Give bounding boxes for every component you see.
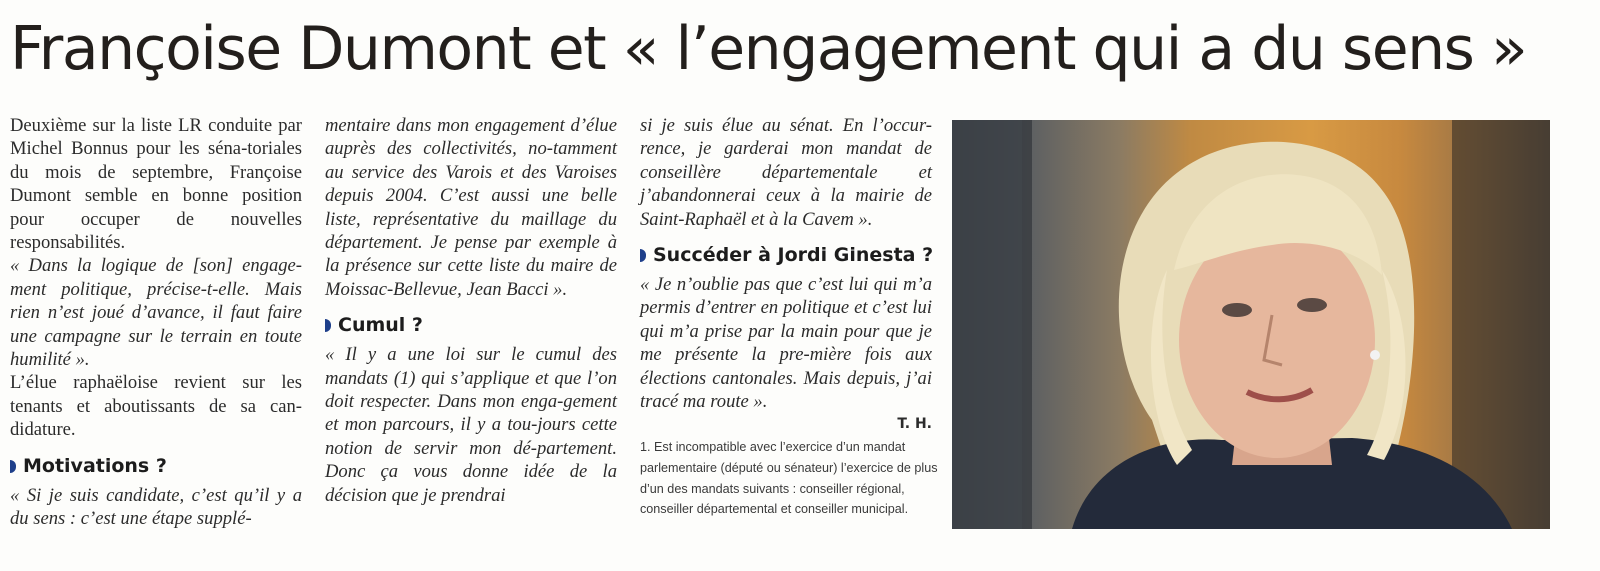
footnote: [640, 437, 938, 519]
article-column-2: [325, 114, 617, 507]
subhead-label: Cumul ?: [338, 314, 423, 337]
quote-paragraph: « Dans la logique de [son] engage-ment politique, précise-t-elle. Mais rien n’est joué d’avance, il faut faire une campagne sur le terrain en toute humilité ».: [10, 255, 302, 371]
subhead-succeder: [640, 243, 932, 267]
quote-paragraph: mentaire dans mon engagement d’élue auprès des collectivités, no-tamment au service des Varois et des Varoises depuis 2004. C’est aussi une belle liste, représentative du maillage du département. Je pense par exemple à la présence sur cette liste du maire de Moissac-Bellevue, Jean Bacci ».: [325, 115, 617, 300]
intro-paragraph: Deuxième sur la liste LR conduite par Michel Bonnus pour les séna-toriales du mois de septembre, Françoise Dumont semble en bonne position pour occuper de nouvelles responsabilités.: [10, 115, 302, 254]
article-column-3: [640, 114, 938, 520]
subhead-marker-icon: [325, 319, 331, 332]
author-signature: T. H.: [897, 416, 932, 433]
footnote-line: 1. Est incompatible avec l’exercice d’un mandat: [640, 440, 906, 455]
quote-paragraph: si je suis élue au sénat. En l’occur-rence, je garderai mon mandat de conseillère départementale et j’abandonnerai ceux à la mairie de Saint-Raphaël et à la Cavem ».: [640, 115, 932, 230]
subhead-marker-icon: [10, 460, 16, 473]
subhead-marker-icon: [640, 249, 646, 262]
body-paragraph: L’élue raphaëloise revient sur les tenants et aboutissants de sa can-didature.: [10, 372, 302, 441]
quote-paragraph: « Je n’oublie pas que c’est lui qui m’a permis d’entrer en politique et c’est lui qui m’a prise par la main pour que je me présente la pre-mière fois aux élections cantonales. Mais depuis, j’ai tracé ma route ».: [640, 274, 932, 413]
footnote-line: conseiller départemental et conseiller municipal.: [640, 502, 909, 517]
quote-paragraph: « Il y a une loi sur le cumul des mandats (1) qui s’applique et que l’on doit respecter. Dans mon enga-gement et mon parcours, il y a tou-jours cette notion de servir mon dé-partement. Donc ça vous donne idée de la décision que je prendrai: [325, 344, 617, 506]
footnote-line: d’un des mandats suivants : conseiller régional,: [640, 481, 905, 496]
article-column-1: [10, 114, 302, 531]
footnote-line: parlementaire (député ou sénateur) l’exercice de plus: [640, 461, 938, 476]
subhead-cumul: [325, 313, 617, 337]
subhead-motivations: [10, 454, 302, 478]
quote-paragraph: « Si je suis candidate, c’est qu’il y a du sens : c’est une étape supplé-: [10, 484, 302, 530]
subhead-label: Motivations ?: [23, 454, 167, 477]
subhead-label: Succéder à Jordi Ginesta ?: [653, 244, 934, 267]
headline: Françoise Dumont et « l’engagement qui a du sens »: [10, 14, 1527, 84]
portrait-photo: [952, 120, 1550, 529]
portrait-illustration: [952, 120, 1550, 529]
